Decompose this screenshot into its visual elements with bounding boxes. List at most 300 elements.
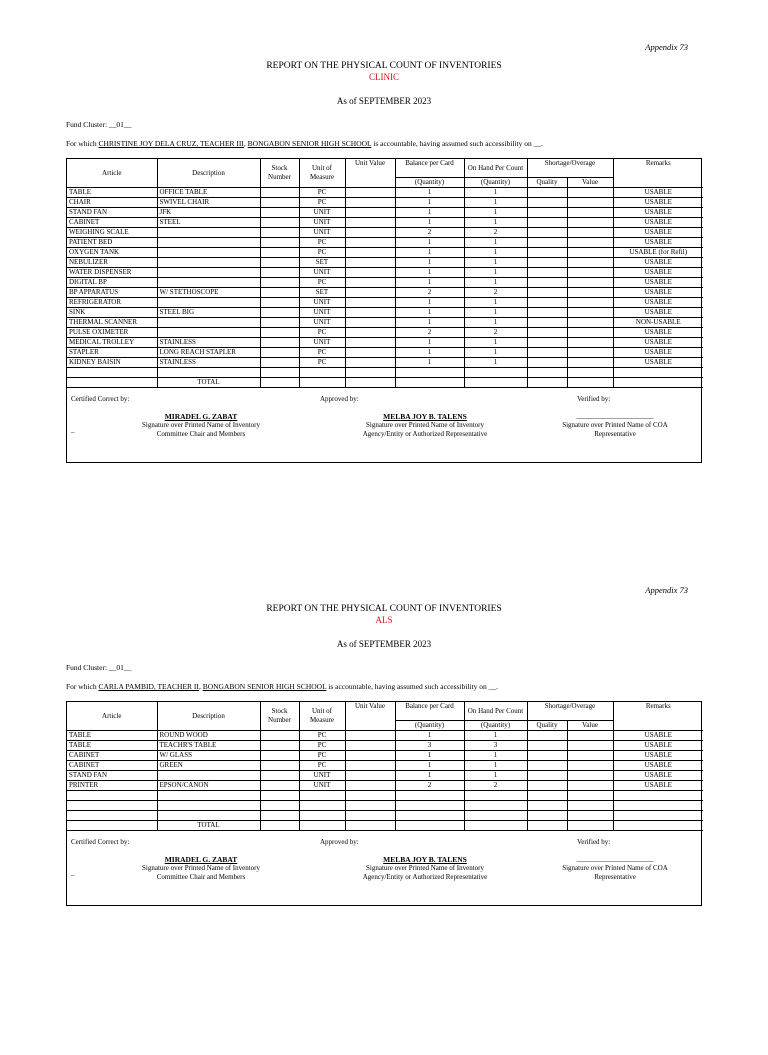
row-unit: PC xyxy=(299,751,345,761)
row-remarks: USABLE xyxy=(613,731,703,741)
row-onhand: 2 xyxy=(464,288,527,298)
row-onhand xyxy=(464,368,527,378)
total-row xyxy=(67,378,703,388)
row-article: TABLE xyxy=(67,741,157,751)
as-of-date: As of SEPTEMBER 2023 xyxy=(336,96,432,106)
row-stock-number xyxy=(260,288,299,298)
row-stock-number xyxy=(260,278,299,288)
row-article: DIGITAL BP xyxy=(67,278,157,288)
row-balance xyxy=(395,811,464,821)
row-balance: 2 xyxy=(395,781,464,791)
row-stock-number xyxy=(260,771,299,781)
row-balance: 1 xyxy=(395,258,464,268)
row-remarks: USABLE xyxy=(613,358,703,368)
table-row xyxy=(67,761,703,771)
table-row xyxy=(67,751,703,761)
approved-signature xyxy=(339,412,511,439)
verified-signature xyxy=(543,412,687,439)
row-unit: PC xyxy=(299,198,345,208)
row-unit xyxy=(299,811,345,821)
table-row xyxy=(67,288,703,298)
row-balance: 1 xyxy=(395,268,464,278)
row-description xyxy=(157,328,260,338)
fund-cluster xyxy=(66,663,131,672)
col-quality: Quality xyxy=(527,721,567,731)
row-article: NEBULIZER xyxy=(67,258,157,268)
col-value: Value xyxy=(567,178,613,188)
row-article: TABLE xyxy=(67,731,157,741)
row-description: W/ STETHOSCOPE xyxy=(157,288,260,298)
row-quality xyxy=(527,771,567,781)
row-description: LONG REACH STAPLER xyxy=(157,348,260,358)
row-quality xyxy=(527,731,567,741)
row-stock-number xyxy=(260,268,299,278)
row-onhand: 1 xyxy=(464,358,527,368)
row-onhand: 1 xyxy=(464,308,527,318)
row-balance: 1 xyxy=(395,298,464,308)
row-remarks xyxy=(613,811,703,821)
col-balance-per-card: Balance per Card xyxy=(395,702,464,721)
row-unit-value xyxy=(345,238,395,248)
row-remarks xyxy=(613,801,703,811)
row-unit: PC xyxy=(299,741,345,751)
col-stock-number: Stock Number xyxy=(260,702,299,731)
row-description: ROUND WOOD xyxy=(157,731,260,741)
col-stock-number: Stock Number xyxy=(260,159,299,188)
certified-signature xyxy=(121,855,281,882)
col-remarks: Remarks xyxy=(613,159,703,188)
row-balance: 1 xyxy=(395,188,464,198)
row-onhand: 2 xyxy=(464,781,527,791)
table-row xyxy=(67,278,703,288)
row-value xyxy=(567,188,613,198)
row-remarks: USABLE xyxy=(613,751,703,761)
row-onhand: 3 xyxy=(464,741,527,751)
row-unit: UNIT xyxy=(299,218,345,228)
row-quality xyxy=(527,188,567,198)
row-stock-number xyxy=(260,801,299,811)
row-stock-number xyxy=(260,338,299,348)
row-value xyxy=(567,248,613,258)
row-quality xyxy=(527,268,567,278)
dash-mark: _ xyxy=(71,869,75,877)
row-unit: PC xyxy=(299,278,345,288)
approved-label: Approved by: xyxy=(320,838,359,846)
row-balance: 2 xyxy=(395,328,464,338)
row-onhand: 2 xyxy=(464,328,527,338)
row-unit-value xyxy=(345,781,395,791)
appendix-label: Appendix 73 xyxy=(645,42,688,52)
comma: , xyxy=(243,139,246,148)
table-row xyxy=(67,308,703,318)
row-unit: UNIT xyxy=(299,318,345,328)
inventory-frame xyxy=(66,158,702,463)
row-quality xyxy=(527,348,567,358)
certified-signature xyxy=(121,412,281,439)
row-quality xyxy=(527,238,567,248)
row-onhand: 1 xyxy=(464,208,527,218)
row-description xyxy=(157,228,260,238)
row-unit-value xyxy=(345,318,395,328)
col-unit-value: Unit Value xyxy=(345,159,395,188)
row-description xyxy=(157,298,260,308)
row-quality xyxy=(527,368,567,378)
row-unit: SET xyxy=(299,258,345,268)
row-description: EPSON/CANON xyxy=(157,781,260,791)
accountability-statement xyxy=(66,139,543,148)
table-row xyxy=(67,248,703,258)
comma: , xyxy=(198,682,201,691)
certified-name: MIRADEL G. ZABAT xyxy=(164,412,238,421)
row-description: TEACHR'S TABLE xyxy=(157,741,260,751)
row-unit: PC xyxy=(299,761,345,771)
row-balance: 1 xyxy=(395,318,464,328)
table-row xyxy=(67,268,703,278)
row-unit: PC xyxy=(299,188,345,198)
table-row xyxy=(67,188,703,198)
row-unit-value xyxy=(345,368,395,378)
table-row xyxy=(67,238,703,248)
table-row xyxy=(67,328,703,338)
row-value xyxy=(567,258,613,268)
report-subtitle: ALS xyxy=(375,615,393,625)
row-quality xyxy=(527,358,567,368)
row-quality xyxy=(527,298,567,308)
row-unit xyxy=(299,791,345,801)
row-description: JFK xyxy=(157,208,260,218)
row-stock-number xyxy=(260,751,299,761)
row-description xyxy=(157,238,260,248)
table-row xyxy=(67,228,703,238)
row-balance: 1 xyxy=(395,248,464,258)
table-row xyxy=(67,741,703,751)
row-unit-value xyxy=(345,248,395,258)
col-shortage-overage: Shortage/Overage xyxy=(527,159,613,178)
col-on-hand-per-count: On Hand Per Count xyxy=(464,702,527,721)
verified-caption-2: Representative xyxy=(594,873,636,881)
col-article: Article xyxy=(67,159,157,188)
row-unit: PC xyxy=(299,328,345,338)
col-quantity: (Quantity) xyxy=(464,721,527,731)
row-unit-value xyxy=(345,198,395,208)
row-unit xyxy=(299,801,345,811)
row-onhand: 1 xyxy=(464,258,527,268)
row-value xyxy=(567,338,613,348)
row-value xyxy=(567,791,613,801)
row-article: PATIENT BED xyxy=(67,238,157,248)
row-article xyxy=(67,811,157,821)
table-row xyxy=(67,338,703,348)
row-stock-number xyxy=(260,228,299,238)
appendix-label: Appendix 73 xyxy=(645,585,688,595)
row-article: CABINET xyxy=(67,218,157,228)
approved-caption-1: Signature over Printed Name of Inventory xyxy=(366,864,484,872)
row-balance: 1 xyxy=(395,198,464,208)
row-unit-value xyxy=(345,338,395,348)
row-stock-number xyxy=(260,358,299,368)
row-remarks: USABLE xyxy=(613,218,703,228)
row-article: PULSE OXIMETER xyxy=(67,328,157,338)
fund-cluster-label: Fund Cluster: xyxy=(66,120,108,129)
row-unit-value xyxy=(345,811,395,821)
row-unit: UNIT xyxy=(299,298,345,308)
row-value xyxy=(567,811,613,821)
col-description: Description xyxy=(157,159,260,188)
for-which-prefix: For which xyxy=(66,682,97,691)
row-quality xyxy=(527,228,567,238)
dash-mark: _ xyxy=(71,426,75,434)
row-onhand: 1 xyxy=(464,318,527,328)
row-remarks: USABLE (for Refil) xyxy=(613,248,703,258)
row-onhand: 1 xyxy=(464,338,527,348)
row-value xyxy=(567,781,613,791)
signature-area xyxy=(67,388,701,462)
row-article: STAND FAN xyxy=(67,771,157,781)
row-quality xyxy=(527,801,567,811)
row-quality xyxy=(527,328,567,338)
row-onhand: 1 xyxy=(464,771,527,781)
col-value: Value xyxy=(567,721,613,731)
row-balance: 1 xyxy=(395,208,464,218)
row-value xyxy=(567,318,613,328)
row-article: WEIGHING SCALE xyxy=(67,228,157,238)
col-quantity: (Quantity) xyxy=(395,178,464,188)
row-description: STEEL BIG xyxy=(157,308,260,318)
approved-name: MELBA JOY B. TALENS xyxy=(383,412,467,421)
row-article: STAND FAN xyxy=(67,208,157,218)
row-remarks: USABLE xyxy=(613,741,703,751)
row-quality xyxy=(527,761,567,771)
row-article: KIDNEY BAISIN xyxy=(67,358,157,368)
row-remarks: USABLE xyxy=(613,338,703,348)
verified-signature xyxy=(543,855,687,882)
row-onhand: 1 xyxy=(464,188,527,198)
col-remarks: Remarks xyxy=(613,702,703,731)
row-unit-value xyxy=(345,188,395,198)
row-remarks: USABLE xyxy=(613,298,703,308)
row-stock-number xyxy=(260,248,299,258)
row-unit-value xyxy=(345,741,395,751)
row-stock-number xyxy=(260,298,299,308)
verified-label: Verified by: xyxy=(577,395,611,403)
row-value xyxy=(567,298,613,308)
row-unit-value xyxy=(345,288,395,298)
report-subtitle: CLINIC xyxy=(369,72,399,82)
row-article: CABINET xyxy=(67,751,157,761)
col-unit-of-measure: Unit of Measure xyxy=(299,159,345,188)
row-unit-value xyxy=(345,268,395,278)
table-row xyxy=(67,781,703,791)
col-description: Description xyxy=(157,702,260,731)
table-row xyxy=(67,198,703,208)
row-description: GREEN xyxy=(157,761,260,771)
row-balance: 1 xyxy=(395,761,464,771)
row-remarks: USABLE xyxy=(613,781,703,791)
col-quantity: (Quantity) xyxy=(464,178,527,188)
row-onhand: 1 xyxy=(464,731,527,741)
verified-caption-1: Signature over Printed Name of COA xyxy=(562,864,668,872)
row-remarks: USABLE xyxy=(613,208,703,218)
inventory-frame xyxy=(66,701,702,906)
table-row xyxy=(67,348,703,358)
table-row xyxy=(67,218,703,228)
row-unit: PC xyxy=(299,348,345,358)
row-description xyxy=(157,771,260,781)
row-balance: 1 xyxy=(395,278,464,288)
row-unit-value xyxy=(345,731,395,741)
row-article xyxy=(67,791,157,801)
row-unit: UNIT xyxy=(299,208,345,218)
row-onhand xyxy=(464,791,527,801)
approved-name: MELBA JOY B. TALENS xyxy=(383,855,467,864)
row-unit-value xyxy=(345,308,395,318)
table-row xyxy=(67,791,703,801)
row-value xyxy=(567,268,613,278)
row-value xyxy=(567,238,613,248)
row-unit: UNIT xyxy=(299,338,345,348)
row-balance: 1 xyxy=(395,348,464,358)
row-onhand: 1 xyxy=(464,198,527,208)
row-value xyxy=(567,218,613,228)
row-remarks: USABLE xyxy=(613,348,703,358)
accountable-officer: CARLA PAMBID, TEACHER II xyxy=(98,682,199,691)
row-remarks: USABLE xyxy=(613,198,703,208)
row-value xyxy=(567,228,613,238)
row-remarks: USABLE xyxy=(613,228,703,238)
table-row xyxy=(67,771,703,781)
row-description: SWIVEL CHAIR xyxy=(157,198,260,208)
row-quality xyxy=(527,248,567,258)
col-shortage-overage: Shortage/Overage xyxy=(527,702,613,721)
row-stock-number xyxy=(260,731,299,741)
row-balance: 1 xyxy=(395,731,464,741)
row-remarks: USABLE xyxy=(613,278,703,288)
row-onhand: 2 xyxy=(464,228,527,238)
row-article: WATER DISPENSER xyxy=(67,268,157,278)
row-unit-value xyxy=(345,801,395,811)
row-quality xyxy=(527,258,567,268)
row-balance xyxy=(395,368,464,378)
row-article: MEDICAL TROLLEY xyxy=(67,338,157,348)
row-quality xyxy=(527,741,567,751)
row-remarks: USABLE xyxy=(613,238,703,248)
row-stock-number xyxy=(260,258,299,268)
fund-cluster-label: Fund Cluster: xyxy=(66,663,108,672)
row-unit: UNIT xyxy=(299,308,345,318)
report-title: REPORT ON THE PHYSICAL COUNT OF INVENTORIES xyxy=(266,604,502,614)
row-quality xyxy=(527,781,567,791)
certified-caption-1: Signature over Printed Name of Inventory xyxy=(142,421,260,429)
row-quality xyxy=(527,318,567,328)
row-value xyxy=(567,348,613,358)
verified-name-line: ______________________ xyxy=(576,412,654,420)
row-unit-value xyxy=(345,328,395,338)
certified-caption-1: Signature over Printed Name of Inventory xyxy=(142,864,260,872)
col-quantity: (Quantity) xyxy=(395,721,464,731)
row-article: OXYGEN TANK xyxy=(67,248,157,258)
row-description: STAINLESS xyxy=(157,358,260,368)
row-stock-number xyxy=(260,368,299,378)
approved-caption-1: Signature over Printed Name of Inventory xyxy=(366,421,484,429)
verified-label: Verified by: xyxy=(577,838,611,846)
row-balance: 1 xyxy=(395,358,464,368)
col-quality: Quality xyxy=(527,178,567,188)
approved-caption-2: Agency/Entity or Authorized Representative xyxy=(362,430,488,438)
row-stock-number xyxy=(260,328,299,338)
row-balance: 3 xyxy=(395,741,464,751)
accountability-statement xyxy=(66,682,498,691)
row-unit: UNIT xyxy=(299,781,345,791)
row-value xyxy=(567,288,613,298)
row-onhand xyxy=(464,811,527,821)
report-title: REPORT ON THE PHYSICAL COUNT OF INVENTORIES xyxy=(266,61,502,71)
row-value xyxy=(567,731,613,741)
row-balance: 1 xyxy=(395,218,464,228)
row-value xyxy=(567,761,613,771)
for-which-suffix: is accountable, having assumed such accessibility on __. xyxy=(373,139,543,148)
report-clinic xyxy=(0,0,768,512)
row-quality xyxy=(527,751,567,761)
row-unit-value xyxy=(345,298,395,308)
row-quality xyxy=(527,811,567,821)
row-value xyxy=(567,741,613,751)
table-row xyxy=(67,318,703,328)
table-row xyxy=(67,208,703,218)
row-article: TABLE xyxy=(67,188,157,198)
table-row xyxy=(67,731,703,741)
row-stock-number xyxy=(260,208,299,218)
row-value xyxy=(567,308,613,318)
row-onhand: 1 xyxy=(464,761,527,771)
row-stock-number xyxy=(260,791,299,801)
row-unit-value xyxy=(345,228,395,238)
row-description xyxy=(157,258,260,268)
row-unit: PC xyxy=(299,358,345,368)
row-onhand: 1 xyxy=(464,248,527,258)
row-article: REFRIGERATOR xyxy=(67,298,157,308)
certified-label: Certified Correct by: xyxy=(71,838,130,846)
approved-caption-2: Agency/Entity or Authorized Representative xyxy=(362,873,488,881)
row-unit: PC xyxy=(299,238,345,248)
row-remarks: USABLE xyxy=(613,771,703,781)
verified-name-line: ______________________ xyxy=(576,855,654,863)
row-article: CABINET xyxy=(67,761,157,771)
row-balance: 2 xyxy=(395,228,464,238)
row-balance: 1 xyxy=(395,338,464,348)
row-description: STAINLESS xyxy=(157,338,260,348)
row-balance: 1 xyxy=(395,308,464,318)
row-value xyxy=(567,358,613,368)
row-unit-value xyxy=(345,278,395,288)
row-article: THERMAL SCANNER xyxy=(67,318,157,328)
row-stock-number xyxy=(260,348,299,358)
row-remarks: USABLE xyxy=(613,188,703,198)
row-unit: UNIT xyxy=(299,268,345,278)
row-remarks: USABLE xyxy=(613,308,703,318)
row-balance xyxy=(395,791,464,801)
row-remarks: USABLE xyxy=(613,328,703,338)
row-article: PRINTER xyxy=(67,781,157,791)
row-value xyxy=(567,801,613,811)
row-unit-value xyxy=(345,208,395,218)
row-description xyxy=(157,811,260,821)
col-unit-of-measure: Unit of Measure xyxy=(299,702,345,731)
fund-cluster xyxy=(66,120,131,129)
row-stock-number xyxy=(260,238,299,248)
row-onhand: 1 xyxy=(464,218,527,228)
row-description xyxy=(157,268,260,278)
row-description xyxy=(157,801,260,811)
